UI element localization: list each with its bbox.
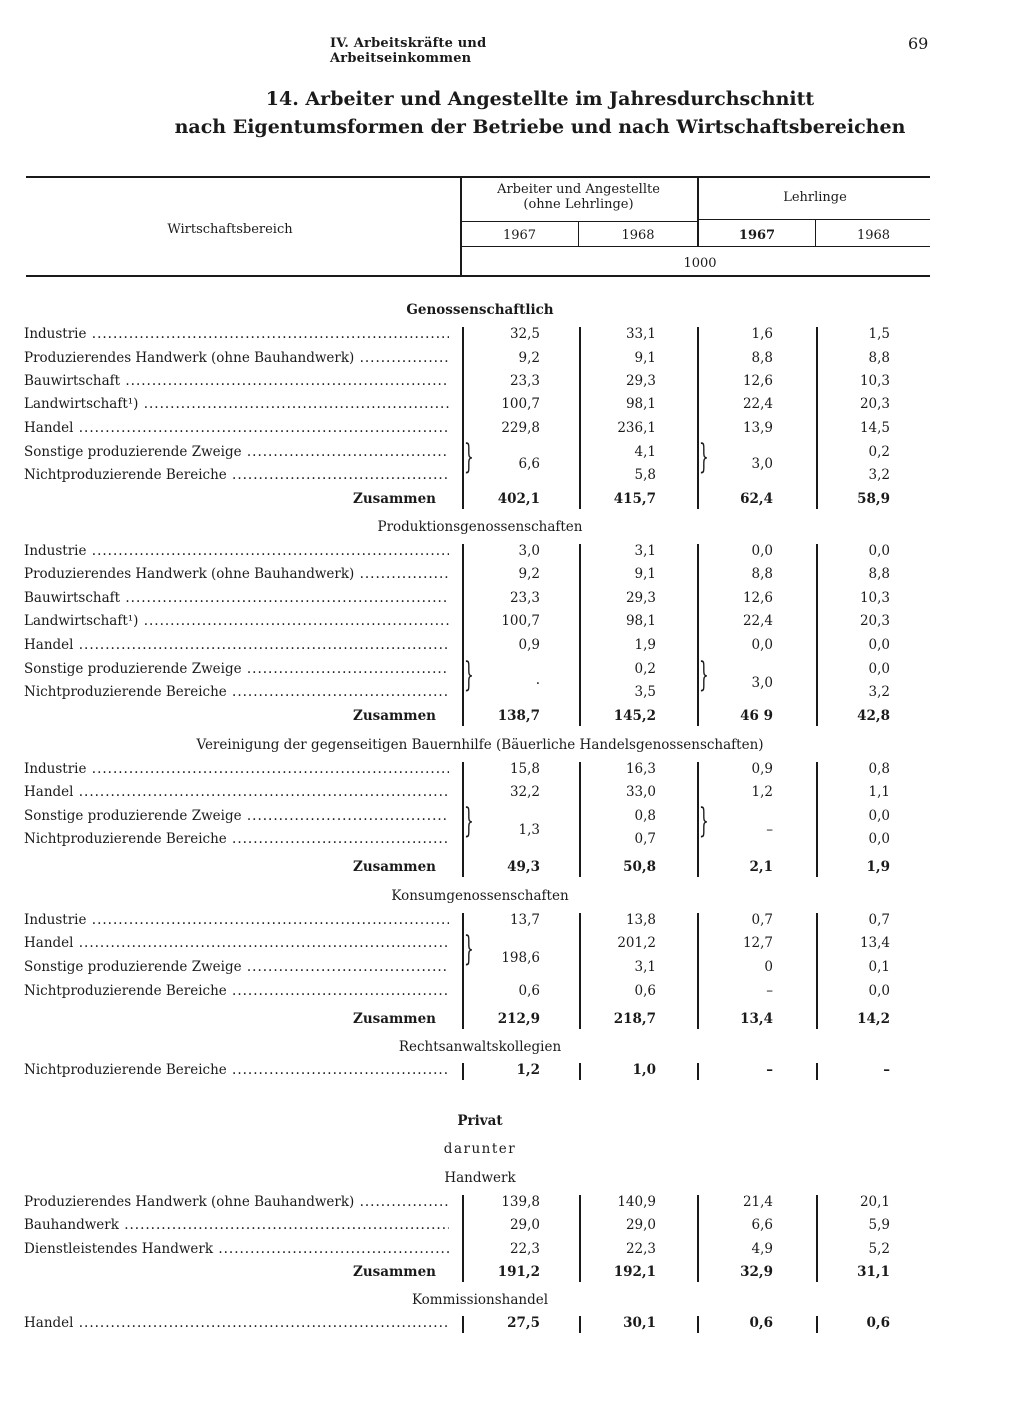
- header-year: 1968: [856, 228, 891, 243]
- table-cell: 192,1: [613, 1264, 656, 1280]
- table-cell: 0,0: [868, 661, 890, 677]
- merged-cell: .: [535, 672, 540, 688]
- table-cell: 12,7: [742, 935, 773, 951]
- brace-mark: }: [464, 437, 474, 477]
- merged-cell: 6,6: [518, 456, 540, 472]
- total-row-label: Zusammen: [353, 708, 436, 724]
- header-year: 1967: [738, 228, 776, 243]
- table-cell: 32,5: [509, 326, 540, 342]
- table-cell: 100,7: [501, 396, 540, 412]
- header-year: 1968: [621, 228, 655, 243]
- table-cell: 32,2: [509, 784, 540, 800]
- table-cell: 13,9: [742, 420, 773, 436]
- table-cell: 20,1: [859, 1194, 890, 1210]
- table-cell: 22,3: [625, 1241, 656, 1257]
- table-cell: 9,2: [518, 350, 540, 366]
- section-title: Kommissionshandel: [411, 1292, 549, 1308]
- table-cell: 23,3: [509, 373, 540, 389]
- table-cell: 229,8: [501, 420, 540, 436]
- table-cell: 1,2: [751, 784, 773, 800]
- row-label: Handel .....: [24, 420, 449, 440]
- merged-cell: 3,0: [751, 456, 773, 472]
- table-cell: 22,3: [509, 1241, 540, 1257]
- section-subtitle: darunter: [443, 1141, 517, 1157]
- table-cell: 0,6: [749, 1315, 773, 1331]
- brace-mark: }: [464, 801, 474, 841]
- section-title: Vereinigung der gegenseitigen Bauernhilfe (Bäuerliche Handelsgenossenschaften): [196, 737, 764, 753]
- table-cell: 13,8: [625, 912, 656, 928]
- column-rule: [579, 544, 581, 726]
- column-rule: [579, 913, 581, 1029]
- total-row-label: Zusammen: [353, 1011, 436, 1027]
- table-cell: –: [766, 983, 773, 999]
- table-cell: 1,9: [866, 859, 890, 875]
- table-cell: 4,1: [634, 444, 656, 460]
- table-cell: 3,1: [634, 959, 656, 975]
- section-title: Privat: [457, 1113, 503, 1129]
- row-label: Nichtproduzierende Bereiche .....: [24, 983, 449, 1003]
- table-cell: 3,2: [868, 684, 890, 700]
- table-cell: 22,4: [742, 396, 773, 412]
- table-cell: 5,2: [868, 1241, 890, 1257]
- table-cell: 62,4: [740, 491, 773, 507]
- table-cell: 13,4: [740, 1011, 773, 1027]
- row-label: Nichtproduzierende Bereiche .....: [24, 467, 449, 487]
- header-stub-label: Wirtschaftsbereich: [167, 222, 293, 237]
- table-cell: 8,8: [868, 566, 890, 582]
- table-cell: 140,9: [617, 1194, 656, 1210]
- column-rule: [579, 1063, 581, 1080]
- row-label: Landwirtschaft¹) .....: [24, 613, 449, 633]
- header-group-apprentices: Lehrlinge: [783, 190, 847, 205]
- table-cell: 0,0: [751, 543, 773, 559]
- table-cell: 29,3: [625, 590, 656, 606]
- column-rule: [579, 1195, 581, 1282]
- row-label: Produzierendes Handwerk (ohne Bauhandwerk) .....: [24, 350, 449, 370]
- row-label: Sonstige produzierende Zweige .....: [24, 444, 449, 464]
- brace-mark: }: [699, 655, 709, 695]
- table-cell: 0: [764, 959, 773, 975]
- column-rule: [697, 544, 699, 726]
- table-cell: 29,0: [509, 1217, 540, 1233]
- table-cell: 0,1: [868, 959, 890, 975]
- table-cell: 0,6: [866, 1315, 890, 1331]
- table-cell: 13,7: [509, 912, 540, 928]
- table-cell: 22,4: [742, 613, 773, 629]
- section-title: Produktionsgenossenschaften: [377, 519, 583, 535]
- table-cell: 50,8: [623, 859, 656, 875]
- table-cell: 98,1: [625, 396, 656, 412]
- table-cell: 402,1: [497, 491, 540, 507]
- column-rule: [816, 544, 818, 726]
- table-cell: 6,6: [751, 1217, 773, 1233]
- table-cell: 0,8: [634, 808, 656, 824]
- table-cell: 1,6: [751, 326, 773, 342]
- row-label: Bauwirtschaft .....: [24, 373, 449, 393]
- table-cell: 29,3: [625, 373, 656, 389]
- total-row-label: Zusammen: [353, 1264, 436, 1280]
- table-cell: 21,4: [742, 1194, 773, 1210]
- total-row-label: Zusammen: [353, 491, 436, 507]
- table-cell: 42,8: [857, 708, 890, 724]
- row-label: Industrie .....: [24, 912, 449, 932]
- table-cell: 23,3: [509, 590, 540, 606]
- table-cell: 3,2: [868, 467, 890, 483]
- column-rule: [816, 762, 818, 877]
- table-cell: 98,1: [625, 613, 656, 629]
- column-rule: [579, 762, 581, 877]
- brace-mark: }: [699, 437, 709, 477]
- table-cell: 9,2: [518, 566, 540, 582]
- column-rule: [816, 327, 818, 509]
- row-label: Handel .....: [24, 935, 449, 955]
- column-rule: [579, 1316, 581, 1333]
- table-cell: 20,3: [859, 396, 890, 412]
- column-rule: [697, 913, 699, 1029]
- section-title: Rechtsanwaltskollegien: [398, 1039, 562, 1055]
- merged-cell: –: [766, 822, 773, 838]
- table-cell: 32,9: [740, 1264, 773, 1280]
- brace-mark: }: [464, 655, 474, 695]
- table-cell: 201,2: [617, 935, 656, 951]
- table-cell: 0,0: [751, 637, 773, 653]
- column-rule: [816, 1195, 818, 1282]
- table-cell: 0,7: [868, 912, 890, 928]
- row-label: Nichtproduzierende Bereiche .....: [24, 1062, 449, 1082]
- table-cell: 30,1: [623, 1315, 656, 1331]
- table-cell: –: [883, 1062, 890, 1078]
- table-cell: 16,3: [625, 761, 656, 777]
- table-cell: 0,0: [868, 983, 890, 999]
- column-rule: [816, 1316, 818, 1333]
- column-rule: [816, 1063, 818, 1080]
- table-cell: 0,0: [868, 831, 890, 847]
- table-cell: 0,2: [868, 444, 890, 460]
- column-rule: [462, 1195, 464, 1282]
- table-cell: 12,6: [742, 590, 773, 606]
- column-rule: [462, 1063, 464, 1080]
- merged-cell: 1,3: [518, 822, 540, 838]
- row-label: Industrie .....: [24, 761, 449, 781]
- total-row-label: Zusammen: [353, 859, 436, 875]
- brace-mark: }: [464, 929, 474, 969]
- section-subtitle: Handwerk: [444, 1170, 516, 1186]
- table-cell: 236,1: [617, 420, 656, 436]
- table-cell: 5,8: [634, 467, 656, 483]
- table-cell: 191,2: [497, 1264, 540, 1280]
- table-cell: 8,8: [868, 350, 890, 366]
- header-unit: 1000: [683, 256, 717, 271]
- table-cell: 145,2: [613, 708, 656, 724]
- table-cell: 0,0: [868, 637, 890, 653]
- table-cell: 212,9: [497, 1011, 540, 1027]
- header-group-workers-line2: (ohne Lehrlinge): [523, 197, 634, 212]
- section-title: Konsumgenossenschaften: [391, 888, 569, 904]
- column-rule: [697, 1195, 699, 1282]
- running-head: IV. Arbeitskräfte und Arbeitseinkommen: [330, 36, 487, 66]
- table-cell: 1,5: [868, 326, 890, 342]
- table-cell: 0,9: [751, 761, 773, 777]
- table-cell: 1,0: [632, 1062, 656, 1078]
- row-label: Produzierendes Handwerk (ohne Bauhandwerk) .....: [24, 566, 449, 586]
- table-cell: 0,0: [868, 543, 890, 559]
- column-rule: [697, 1063, 699, 1080]
- table-cell: 8,8: [751, 566, 773, 582]
- row-label: Landwirtschaft¹) .....: [24, 396, 449, 416]
- table-cell: 33,1: [625, 326, 656, 342]
- table-cell: 218,7: [613, 1011, 656, 1027]
- table-cell: 10,3: [859, 373, 890, 389]
- table-cell: 5,9: [868, 1217, 890, 1233]
- table-cell: 0,6: [634, 983, 656, 999]
- table-cell: 9,1: [634, 350, 656, 366]
- row-label: Bauwirtschaft .....: [24, 590, 449, 610]
- table-cell: 58,9: [857, 491, 890, 507]
- column-rule: [462, 544, 464, 726]
- table-title-line-2: nach Eigentumsformen der Betriebe und nach Wirtschaftsbereichen: [174, 116, 906, 138]
- table-cell: 138,7: [497, 708, 540, 724]
- column-rule: [697, 1316, 699, 1333]
- table-cell: 9,1: [634, 566, 656, 582]
- table-cell: 0,2: [634, 661, 656, 677]
- table-cell: 1,1: [868, 784, 890, 800]
- table-cell: 14,5: [859, 420, 890, 436]
- column-rule: [579, 327, 581, 509]
- column-rule: [816, 913, 818, 1029]
- table-cell: 0,6: [518, 983, 540, 999]
- row-label: Sonstige produzierende Zweige .....: [24, 959, 449, 979]
- row-label: Dienstleistendes Handwerk .....: [24, 1241, 449, 1261]
- table-cell: 46 9: [740, 708, 773, 724]
- table-cell: 20,3: [859, 613, 890, 629]
- table-cell: 0,0: [868, 808, 890, 824]
- table-cell: 139,8: [501, 1194, 540, 1210]
- row-label: Handel .....: [24, 637, 449, 657]
- table-cell: 15,8: [509, 761, 540, 777]
- table-cell: 33,0: [625, 784, 656, 800]
- row-label: Bauhandwerk .....: [24, 1217, 449, 1237]
- table-cell: 415,7: [613, 491, 656, 507]
- row-label: Handel .....: [24, 1315, 449, 1335]
- table-cell: 0,9: [518, 637, 540, 653]
- merged-cell: 3,0: [751, 675, 773, 691]
- header-group-workers-line1: Arbeiter und Angestellte: [497, 182, 660, 197]
- table-cell: 3,1: [634, 543, 656, 559]
- column-rule: [697, 327, 699, 509]
- table-cell: 3,0: [518, 543, 540, 559]
- table-cell: 1,9: [634, 637, 656, 653]
- table-cell: 100,7: [501, 613, 540, 629]
- column-rule: [462, 1316, 464, 1333]
- table-cell: 27,5: [507, 1315, 540, 1331]
- column-rule: [462, 327, 464, 509]
- table-cell: 8,8: [751, 350, 773, 366]
- table-cell: 0,8: [868, 761, 890, 777]
- table-cell: 29,0: [625, 1217, 656, 1233]
- table-cell: –: [766, 1062, 773, 1078]
- merged-cell: 198,6: [501, 950, 540, 966]
- row-label: Sonstige produzierende Zweige .....: [24, 661, 449, 681]
- table-cell: 4,9: [751, 1241, 773, 1257]
- table-cell: 0,7: [634, 831, 656, 847]
- row-label: Industrie .....: [24, 543, 449, 563]
- table-cell: 2,1: [749, 859, 773, 875]
- header-year: 1967: [502, 228, 537, 243]
- row-label: Handel .....: [24, 784, 449, 804]
- table-cell: 0,7: [751, 912, 773, 928]
- page-number: 69: [908, 34, 929, 53]
- table-cell: 13,4: [859, 935, 890, 951]
- table-cell: 12,6: [742, 373, 773, 389]
- row-label: Produzierendes Handwerk (ohne Bauhandwerk) .....: [24, 1194, 449, 1214]
- row-label: Sonstige produzierende Zweige .....: [24, 808, 449, 828]
- row-label: Industrie .....: [24, 326, 449, 346]
- table-cell: 49,3: [507, 859, 540, 875]
- table-title-line-1: 14. Arbeiter und Angestellte im Jahresdurchschnitt: [265, 88, 815, 110]
- brace-mark: }: [699, 801, 709, 841]
- table-cell: 1,2: [516, 1062, 540, 1078]
- table-cell: 10,3: [859, 590, 890, 606]
- table-cell: 31,1: [857, 1264, 890, 1280]
- section-title: Genossenschaftlich: [406, 302, 554, 318]
- row-label: Nichtproduzierende Bereiche .....: [24, 831, 449, 851]
- table-cell: 14,2: [857, 1011, 890, 1027]
- table-cell: 3,5: [634, 684, 656, 700]
- row-label: Nichtproduzierende Bereiche .....: [24, 684, 449, 704]
